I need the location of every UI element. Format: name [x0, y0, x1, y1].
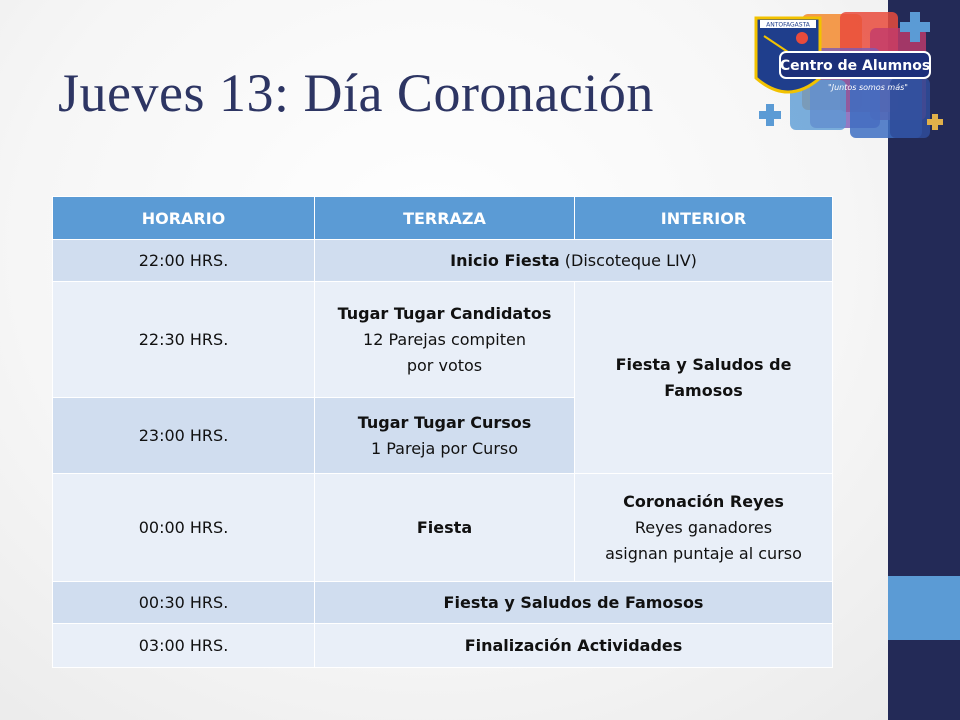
sidebar-accent-block	[888, 576, 960, 640]
time-cell: 22:00 HRS.	[53, 240, 315, 282]
terraza-detail: por votos	[406, 355, 483, 375]
logo-school-text: ANTOFAGASTA	[766, 21, 810, 29]
merged-activity-cell: Fiesta y Saludos de Famosos	[315, 582, 833, 624]
merged-activity-cell: Finalización Actividades	[315, 624, 833, 668]
header-horario: HORARIO	[53, 197, 315, 240]
header-interior: INTERIOR	[575, 197, 833, 240]
table-row	[53, 582, 833, 624]
terraza-detail: 12 Parejas compiten	[363, 329, 526, 349]
time-cell: 23:00 HRS.	[53, 398, 315, 474]
table-row	[53, 624, 833, 668]
interior-detail: Reyes ganadores	[634, 517, 773, 537]
header-terraza: TERRAZA	[315, 197, 575, 240]
merged-activity-cell	[315, 240, 833, 282]
interior-title: Fiesta y Saludos de	[615, 354, 792, 374]
logo-motto-text: "Juntos somos más"	[828, 83, 908, 92]
time-cell: 00:00 HRS.	[53, 474, 315, 582]
interior-detail: asignan puntaje al curso	[605, 543, 802, 563]
schedule-table	[52, 196, 833, 668]
time-cell: 22:30 HRS.	[53, 282, 315, 398]
interior-title: Famosos	[664, 380, 743, 400]
table-header-row	[53, 197, 833, 240]
plus-icon-left	[759, 104, 781, 126]
time-cell: 03:00 HRS.	[53, 624, 315, 668]
logo-banner-text: Centro de Alumnos	[779, 58, 931, 74]
table-row	[53, 240, 833, 282]
time-cell: 00:30 HRS.	[53, 582, 315, 624]
centro-de-alumnos-logo	[750, 8, 960, 148]
interior-cell	[575, 474, 833, 582]
table-row	[53, 282, 833, 398]
terraza-cell	[315, 398, 575, 474]
slide-title: Jueves 13: Día Coronación	[58, 63, 654, 123]
interior-merged-cell	[575, 282, 833, 474]
activity-bold: Inicio Fiesta	[450, 250, 560, 270]
activity-detail: (Discoteque LIV)	[564, 250, 697, 270]
interior-title: Coronación Reyes	[623, 491, 784, 511]
table-row	[53, 474, 833, 582]
terraza-title: Tugar Tugar Candidatos	[337, 303, 552, 323]
terraza-cell: Fiesta	[315, 474, 575, 582]
terraza-cell	[315, 282, 575, 398]
terraza-detail: 1 Pareja por Curso	[370, 438, 519, 458]
terraza-title: Tugar Tugar Cursos	[357, 412, 532, 432]
